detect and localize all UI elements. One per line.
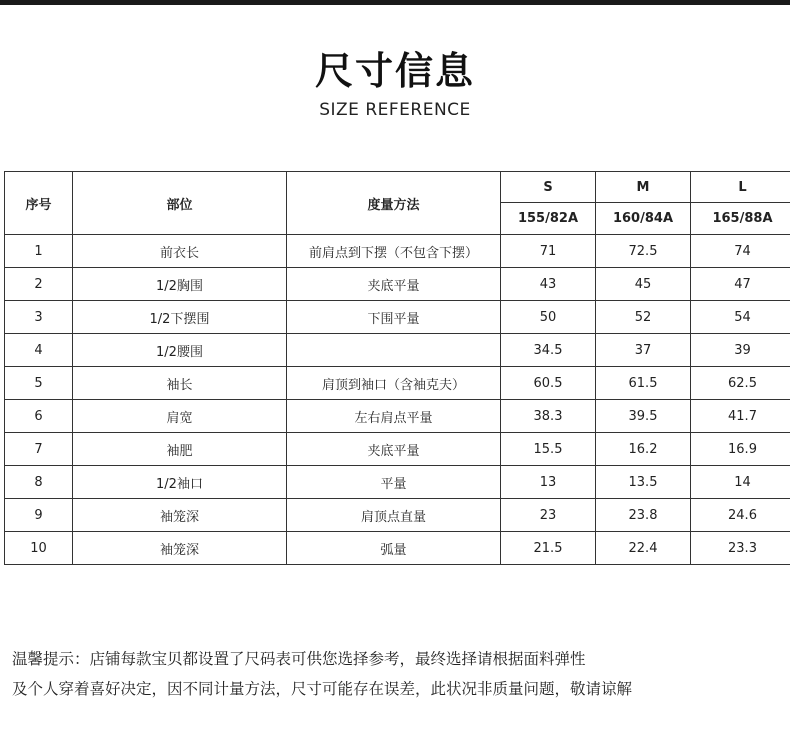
cell-part: 前衣长	[73, 235, 287, 268]
table-row	[5, 400, 790, 433]
cell-size-s: 38.3	[501, 400, 596, 433]
page-subtitle: SIZE REFERENCE	[319, 100, 471, 120]
cell-size-m: 72.5	[596, 235, 691, 268]
cell-method: 下围平量	[287, 301, 501, 334]
table-row	[5, 334, 790, 367]
cell-index: 9	[5, 499, 73, 532]
table-row	[5, 499, 790, 532]
header-size-m: M	[596, 172, 691, 203]
table-header-row	[5, 172, 790, 203]
table-row	[5, 433, 790, 466]
table-row	[5, 532, 790, 565]
cell-index: 4	[5, 334, 73, 367]
cell-size-l: 24.6	[691, 499, 790, 532]
cell-size-s: 34.5	[501, 334, 596, 367]
notice-text	[12, 644, 782, 704]
cell-size-s: 21.5	[501, 532, 596, 565]
header-spec-m: 160/84A	[596, 203, 691, 235]
cell-size-l: 74	[691, 235, 790, 268]
cell-index: 2	[5, 268, 73, 301]
header-size-l: L	[691, 172, 790, 203]
notice-line-1: 温馨提示：店铺每款宝贝都设置了尺码表可供您选择参考，最终选择请根据面料弹性	[12, 650, 586, 668]
cell-method: 夹底平量	[287, 268, 501, 301]
table-row	[5, 301, 790, 334]
cell-part: 肩宽	[73, 400, 287, 433]
cell-method: 左右肩点平量	[287, 400, 501, 433]
cell-size-s: 43	[501, 268, 596, 301]
table-row	[5, 367, 790, 400]
table-row	[5, 268, 790, 301]
cell-size-l: 23.3	[691, 532, 790, 565]
cell-method: 肩顶点直量	[287, 499, 501, 532]
cell-size-m: 52	[596, 301, 691, 334]
cell-size-m: 39.5	[596, 400, 691, 433]
cell-size-m: 45	[596, 268, 691, 301]
cell-size-l: 39	[691, 334, 790, 367]
table-row	[5, 235, 790, 268]
cell-method: 弧量	[287, 532, 501, 565]
header-method: 度量方法	[287, 172, 501, 235]
cell-size-m: 22.4	[596, 532, 691, 565]
cell-size-s: 13	[501, 466, 596, 499]
header-index: 序号	[5, 172, 73, 235]
header-spec-s: 155/82A	[501, 203, 596, 235]
cell-part: 袖笼深	[73, 499, 287, 532]
cell-part: 1/2下摆围	[73, 301, 287, 334]
notice-line-2: 及个人穿着喜好决定，因不同计量方法，尺寸可能存在误差，此状况非质量问题，敬请谅解	[12, 680, 633, 698]
cell-method: 前肩点到下摆（不包含下摆）	[287, 235, 501, 268]
table-row	[5, 466, 790, 499]
cell-size-m: 37	[596, 334, 691, 367]
cell-index: 5	[5, 367, 73, 400]
cell-size-l: 54	[691, 301, 790, 334]
cell-method: 肩顶到袖口（含袖克夫）	[287, 367, 501, 400]
cell-index: 1	[5, 235, 73, 268]
cell-size-s: 23	[501, 499, 596, 532]
size-table	[4, 171, 790, 565]
header-spec-l: 165/88A	[691, 203, 790, 235]
cell-part: 袖肥	[73, 433, 287, 466]
header-size-s: S	[501, 172, 596, 203]
cell-size-m: 61.5	[596, 367, 691, 400]
cell-index: 6	[5, 400, 73, 433]
cell-size-s: 15.5	[501, 433, 596, 466]
cell-size-l: 41.7	[691, 400, 790, 433]
cell-method: 平量	[287, 466, 501, 499]
cell-size-m: 16.2	[596, 433, 691, 466]
cell-size-l: 14	[691, 466, 790, 499]
cell-size-l: 47	[691, 268, 790, 301]
cell-size-l: 62.5	[691, 367, 790, 400]
cell-part: 1/2袖口	[73, 466, 287, 499]
header-part: 部位	[73, 172, 287, 235]
cell-method: 夹底平量	[287, 433, 501, 466]
cell-index: 8	[5, 466, 73, 499]
cell-method	[287, 334, 501, 367]
cell-part: 1/2胸围	[73, 268, 287, 301]
cell-part: 袖长	[73, 367, 287, 400]
cell-size-l: 16.9	[691, 433, 790, 466]
cell-part: 袖笼深	[73, 532, 287, 565]
cell-size-s: 50	[501, 301, 596, 334]
cell-size-s: 60.5	[501, 367, 596, 400]
cell-size-s: 71	[501, 235, 596, 268]
cell-index: 7	[5, 433, 73, 466]
cell-size-m: 13.5	[596, 466, 691, 499]
top-divider	[0, 0, 790, 5]
cell-index: 3	[5, 301, 73, 334]
cell-size-m: 23.8	[596, 499, 691, 532]
page-title: 尺寸信息	[314, 49, 475, 93]
cell-part: 1/2腰围	[73, 334, 287, 367]
cell-index: 10	[5, 532, 73, 565]
